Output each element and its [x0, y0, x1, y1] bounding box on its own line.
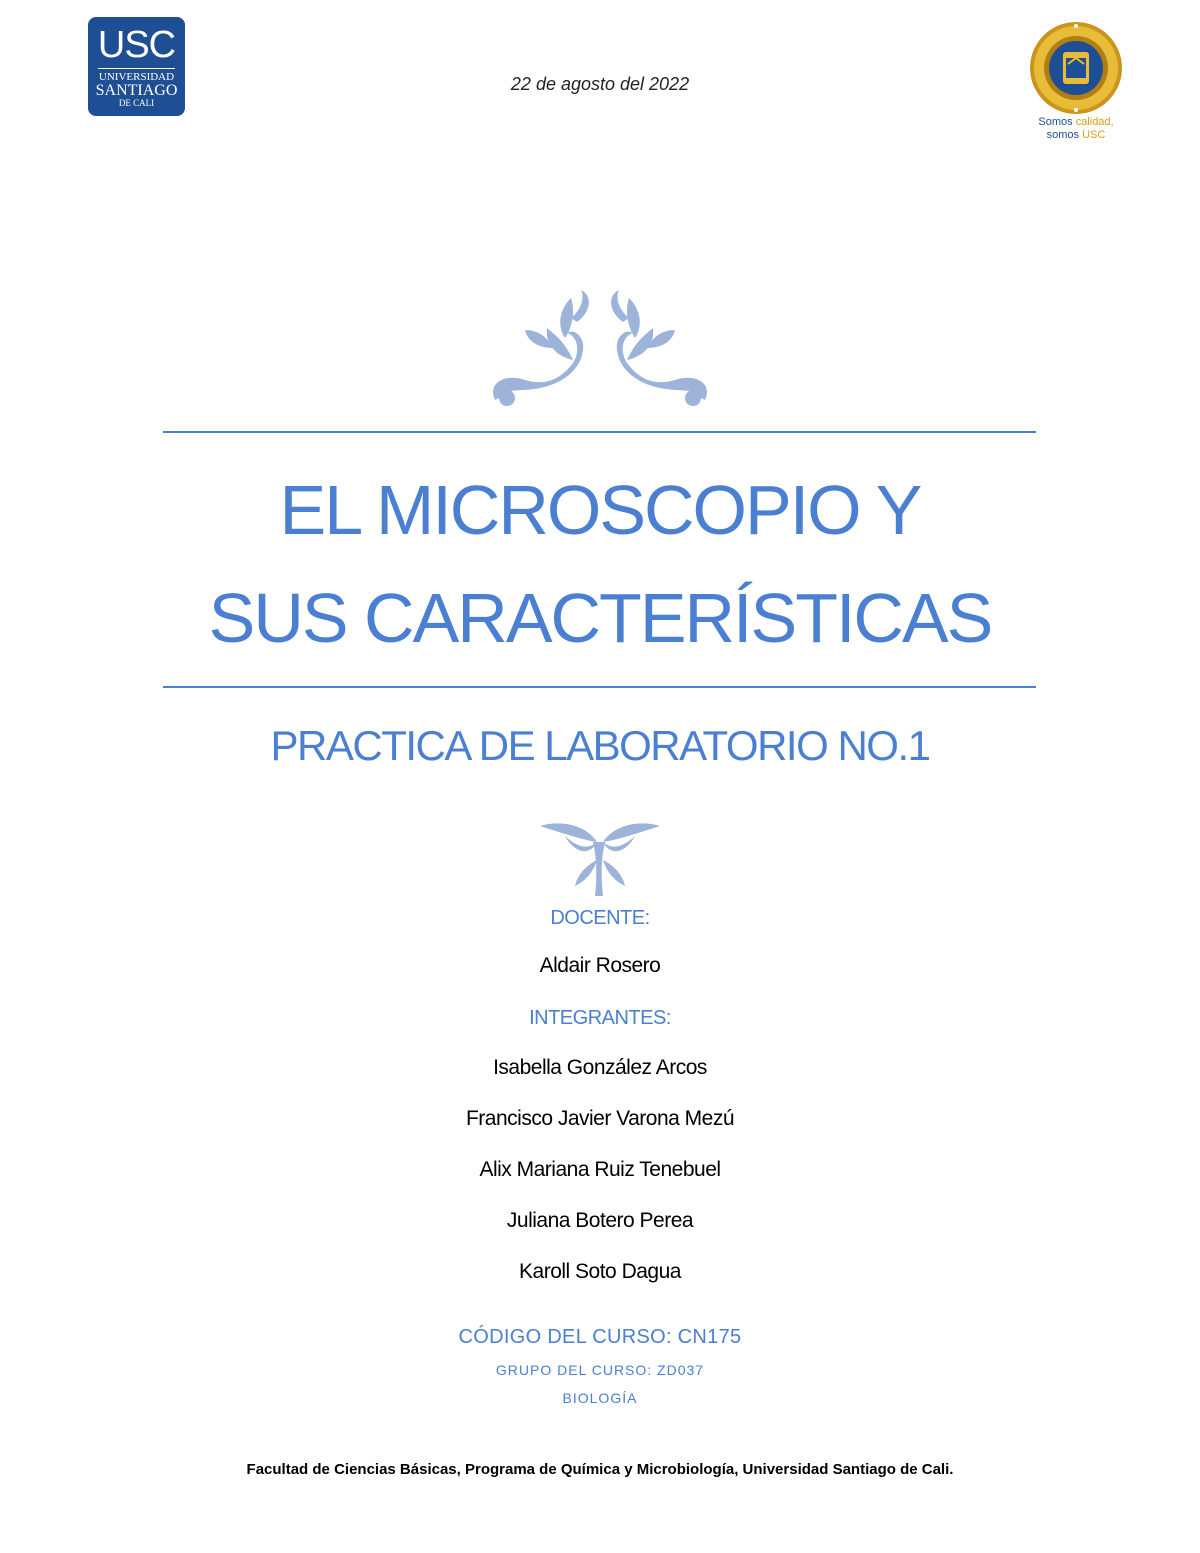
slogan-text-1: Somos	[1038, 116, 1076, 128]
logo-rule	[98, 68, 175, 69]
integrantes-label: INTEGRANTES:	[529, 1007, 671, 1029]
docente-label: DOCENTE:	[550, 907, 650, 929]
logo-cali-text: DE CALI	[118, 98, 155, 108]
integrante-name: Karoll Soto Dagua	[519, 1260, 681, 1283]
subtitle: PRACTICA DE LABORATORIO NO.1	[270, 722, 930, 769]
slogan-highlight-1: calidad,	[1075, 116, 1114, 128]
integrante-name: Juliana Botero Perea	[506, 1209, 694, 1232]
flourish-ornament-icon	[485, 288, 715, 413]
integrante-name: Alix Mariana Ruiz Tenebuel	[479, 1158, 721, 1181]
bottom-divider	[163, 686, 1036, 688]
docente-name: Aldair Rosero	[539, 954, 661, 977]
slogan-highlight-2: USC	[1082, 129, 1106, 141]
document-date: 22 de agosto del 2022	[510, 74, 690, 94]
faculty-footer: Facultad de Ciencias Básicas, Programa de Química y Microbiología, Universidad Santiago de Cali.	[246, 1461, 954, 1478]
integrante-name: Isabella González Arcos	[493, 1056, 707, 1079]
slogan-text-2: somos	[1046, 129, 1083, 141]
logo-santiago-text: SANTIAGO	[95, 82, 178, 99]
title-line-2: SUS CARACTERÍSTICAS	[208, 579, 992, 657]
course-group: GRUPO DEL CURSO: ZD037	[495, 1362, 705, 1378]
usc-logo	[88, 17, 185, 116]
course-subject: BIOLOGÍA	[562, 1390, 638, 1406]
top-divider	[163, 431, 1036, 433]
course-code: CÓDIGO DEL CURSO: CN175	[458, 1326, 742, 1348]
leaf-ornament-icon	[535, 820, 665, 900]
accreditation-seal-icon	[1016, 18, 1136, 118]
integrante-name: Francisco Javier Varona Mezú	[465, 1107, 735, 1130]
logo-universidad-text: UNIVERSIDAD	[98, 71, 175, 83]
title-line-1: EL MICROSCOPIO Y	[279, 471, 921, 549]
seal-slogan	[1016, 116, 1136, 142]
logo-usc-text: USC	[97, 24, 176, 66]
